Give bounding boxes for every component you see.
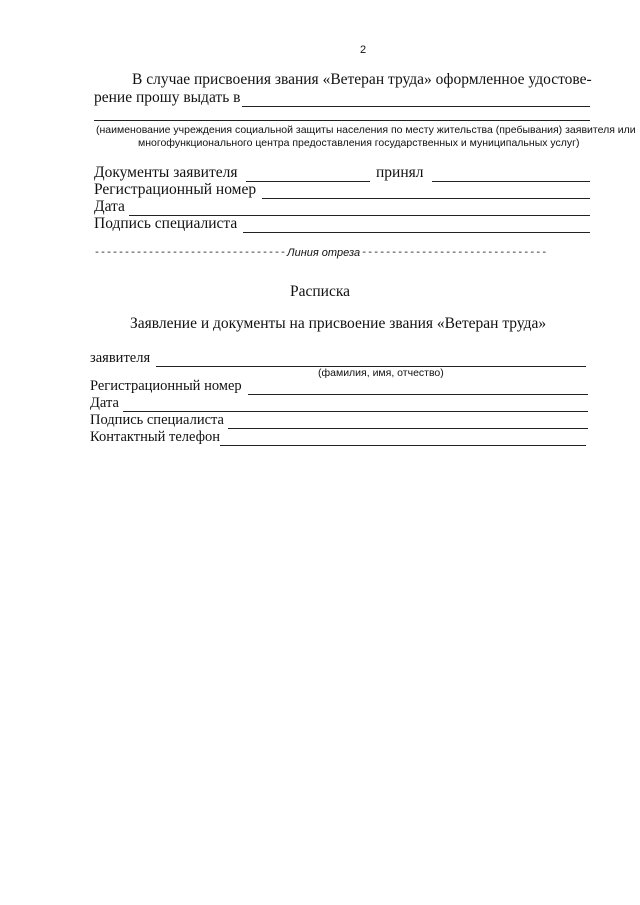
applicant-label: заявителя xyxy=(90,350,151,366)
accepted-label: принял xyxy=(376,164,424,181)
signature-row xyxy=(94,215,590,233)
issue-place-row xyxy=(94,89,590,107)
cut-line-label: Линия отреза xyxy=(287,247,361,259)
receipt-reg-number-field[interactable] xyxy=(248,380,588,395)
receipt-title: Расписка xyxy=(289,283,351,300)
reg-number-row xyxy=(94,181,590,199)
accepted-row xyxy=(376,164,590,182)
date-label: Дата xyxy=(94,198,125,215)
signature-field[interactable] xyxy=(243,218,590,233)
intro-line-1: В случае присвоения звания «Ветеран труда» оформленное удостове- xyxy=(132,71,592,88)
applicant-row xyxy=(90,350,586,367)
phone-field[interactable] xyxy=(220,431,586,446)
institution-caption-2: многофункционального центра предоставления государственных и муниципальных услуг) xyxy=(138,137,580,149)
receipt-signature-row xyxy=(90,412,588,429)
receipt-signature-label: Подпись специалиста xyxy=(90,412,224,428)
page-number: 2 xyxy=(360,44,367,56)
documents-label: Документы заявителя xyxy=(94,164,238,181)
receipt-date-field[interactable] xyxy=(123,397,588,412)
applicant-caption: (фамилия, имя, отчество) xyxy=(318,367,444,379)
receipt-subtitle: Заявление и документы на присвоение звания «Ветеран труда» xyxy=(130,315,547,332)
receipt-date-row xyxy=(90,395,588,412)
intro-line-2: рение прошу выдать в xyxy=(94,89,241,106)
applicant-field[interactable] xyxy=(156,352,586,367)
institution-field[interactable] xyxy=(94,120,590,121)
cut-line-dashes-left: -------------------------------- xyxy=(94,248,287,259)
institution-caption-1: (наименование учреждения социальной защиты населения по месту жительства (пребывания) заявителя или xyxy=(96,124,636,136)
documents-field[interactable] xyxy=(246,167,371,182)
receipt-signature-field[interactable] xyxy=(228,414,588,429)
phone-label: Контактный телефон xyxy=(90,429,221,445)
cut-line xyxy=(94,247,590,260)
phone-row xyxy=(90,429,586,446)
documents-row xyxy=(94,164,370,182)
accepted-by-field[interactable] xyxy=(432,167,591,182)
cut-line-dashes-right: ------------------------------- xyxy=(361,248,548,259)
receipt-reg-number-label: Регистрационный номер xyxy=(90,378,242,394)
receipt-date-label: Дата xyxy=(90,395,119,411)
signature-label: Подпись специалиста xyxy=(94,215,238,232)
date-row xyxy=(94,198,590,216)
reg-number-field[interactable] xyxy=(262,184,590,199)
date-field[interactable] xyxy=(129,201,590,216)
receipt-reg-number-row xyxy=(90,378,588,395)
issue-place-field[interactable] xyxy=(242,92,590,107)
reg-number-label: Регистрационный номер xyxy=(94,181,257,198)
